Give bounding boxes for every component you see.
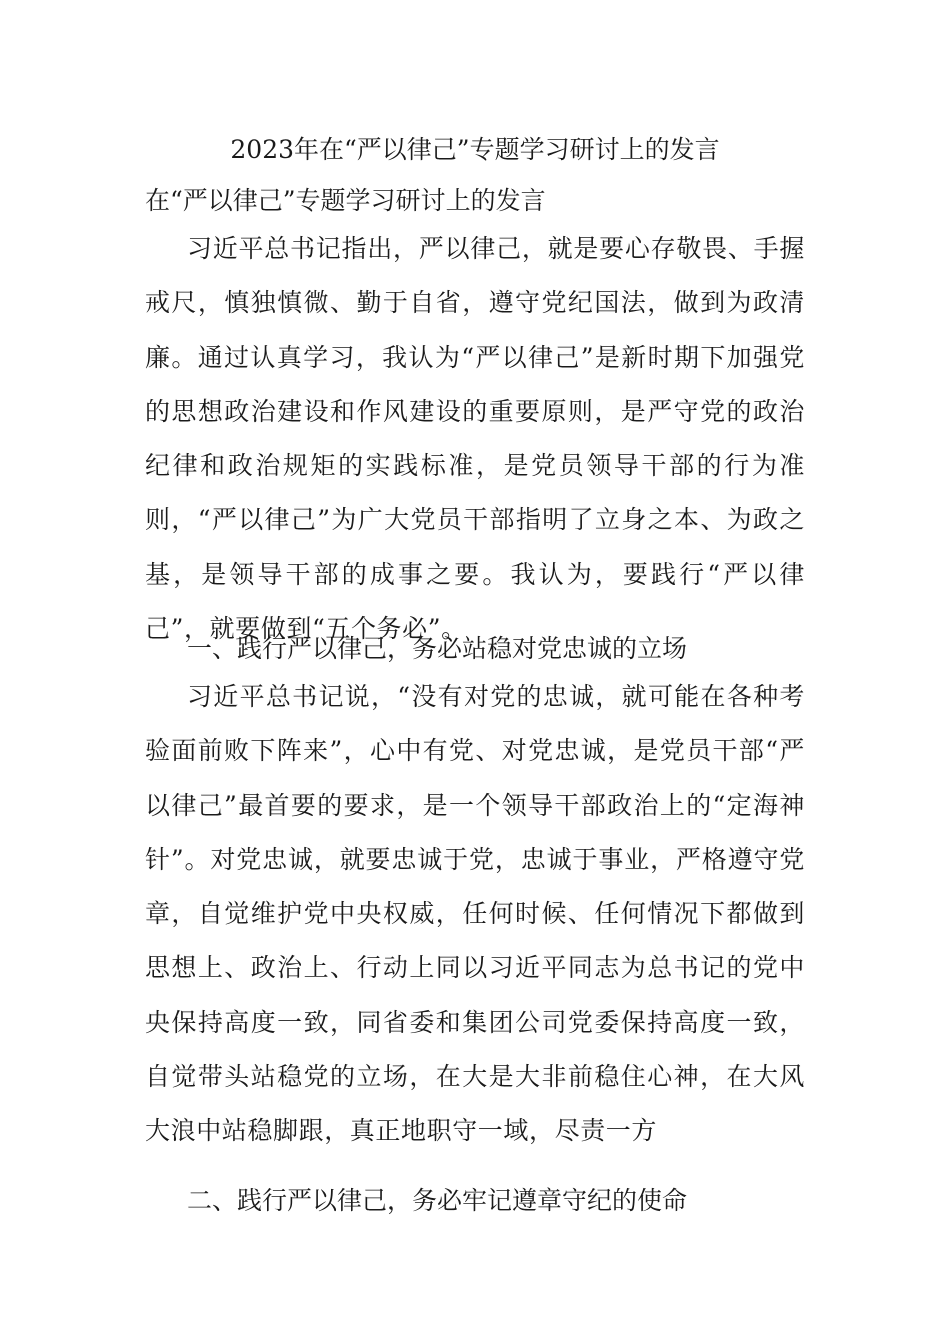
body-paragraph-2: 习近平总书记说，“没有对党的忠诚，就可能在各种考验面前败下阵来”，心中有党、对党忠诚，是党员干部“严以律己”最首要的要求，是一个领导干部政治上的“定海神针”。对党忠诚，就要忠诚于党，忠诚于事业，严格遵守党章，自觉维护党中央权威，任何时候、任何情况下都做到思想上、政治上、行动上同以习近平同志为总书记的党中央保持高度一致，同省委和集团公司党委保持高度一致，自觉带头站稳党的立场，在大是大非前稳住心神，在大风大浪中站稳脚跟，真正地职守一域，尽责一方	[145, 682, 805, 1146]
section-heading-1: 一、践行严以律己，务必站稳对党忠诚的立场	[187, 634, 688, 663]
document-title: 2023年在“严以律己”专题学习研讨上的发言	[230, 135, 720, 164]
section-heading-2: 二、践行严以律己，务必牢记遵章守纪的使命	[187, 1186, 688, 1215]
document-subtitle: 在“严以律己”专题学习研讨上的发言	[145, 186, 546, 215]
body-paragraph-1: 习近平总书记指出，严以律己，就是要心存敬畏、手握戒尺，慎独慎微、勤于自省，遵守党纪国法，做到为政清廉。通过认真学习，我认为“严以律己”是新时期下加强党的思想政治建设和作风建设的重要原则，是严守党的政治纪律和政治规矩的实践标准，是党员领导干部的行为准则，“严以律己”为广大党员干部指明了立身之本、为政之基，是领导干部的成事之要。我认为，要践行“严以律己”，就要做到“五个务必”。	[145, 234, 805, 644]
